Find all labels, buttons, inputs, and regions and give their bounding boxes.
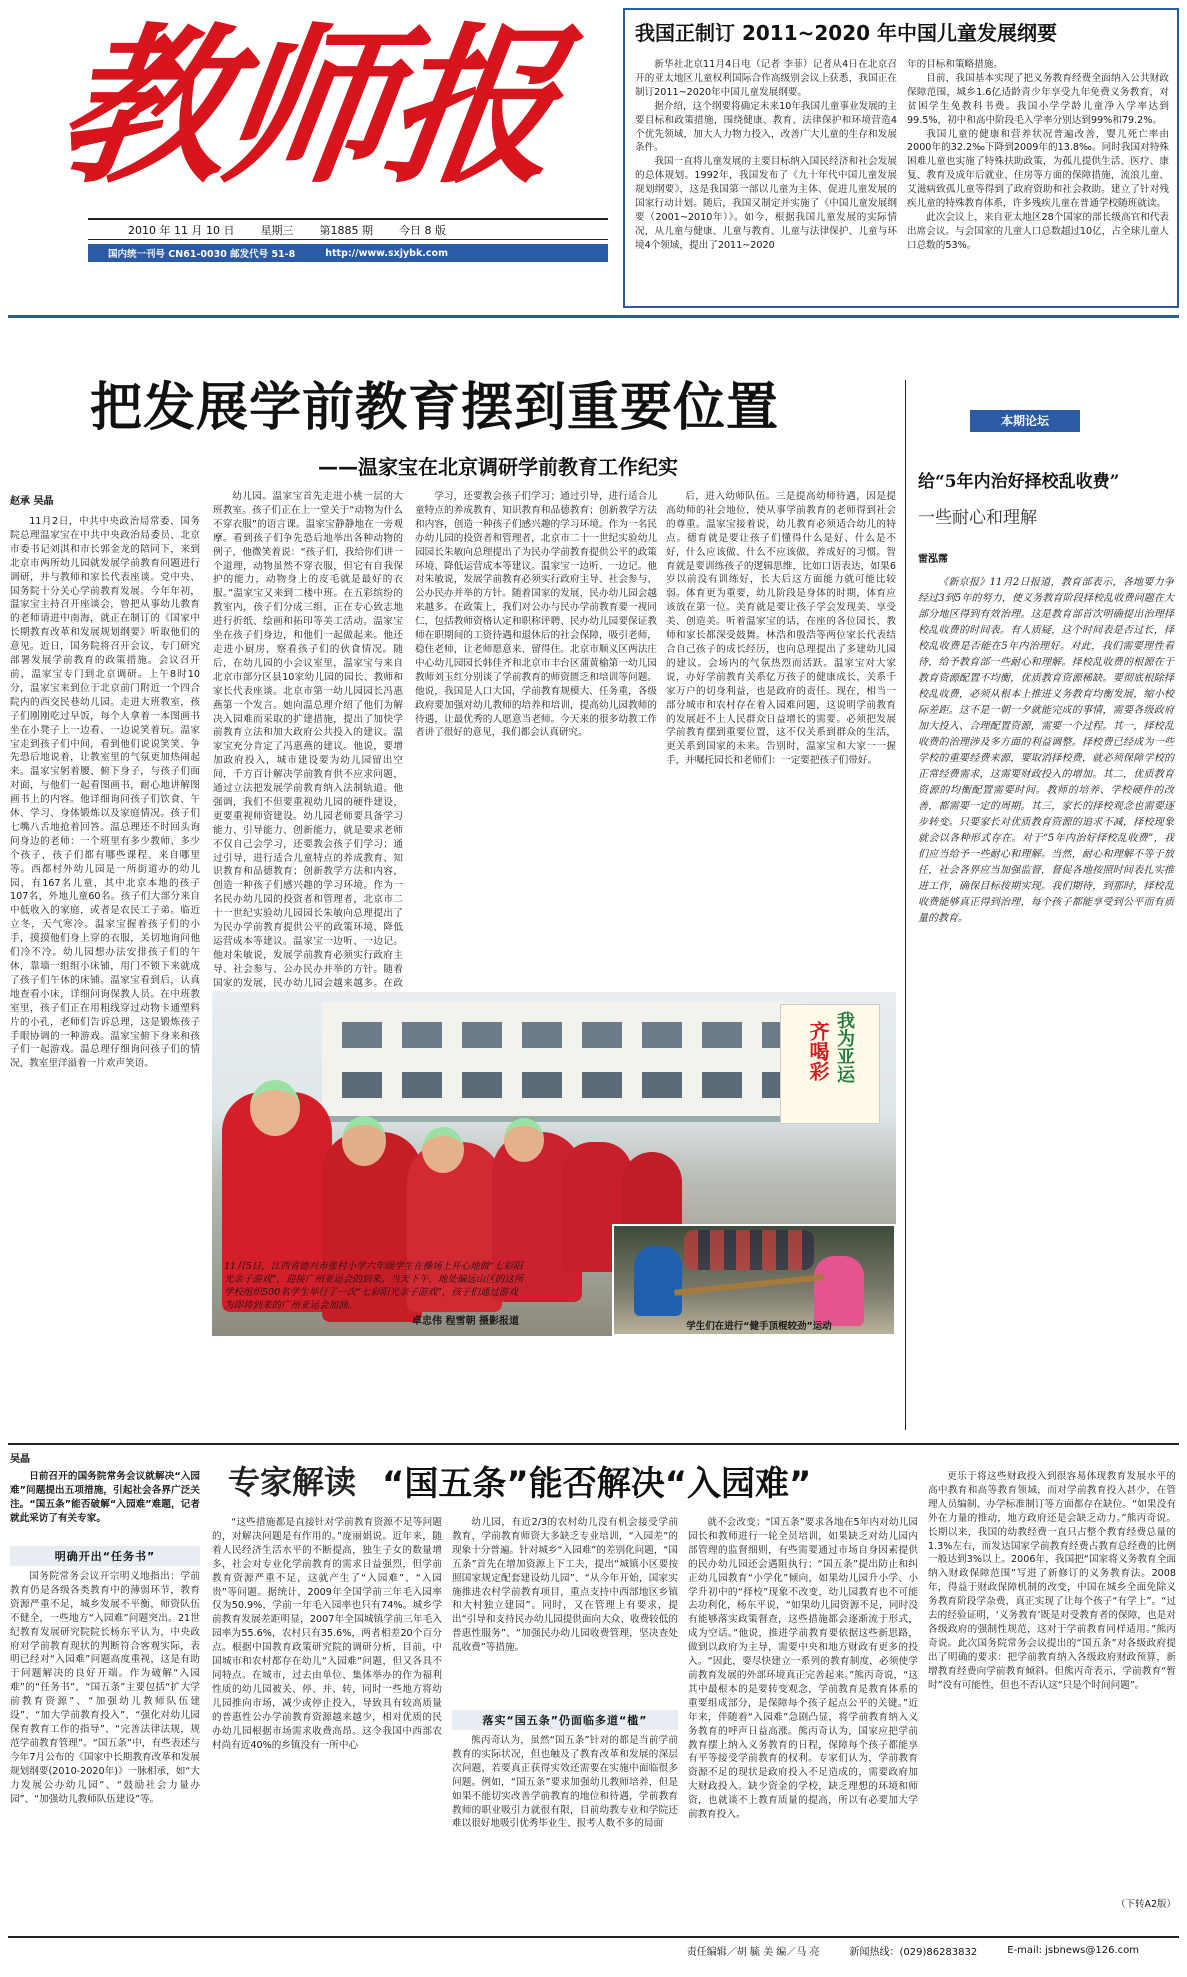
student-face: [504, 1118, 544, 1162]
footer-email[interactable]: E-mail: jsbnews@126.com: [1007, 1944, 1139, 1956]
masthead-info-bar: [88, 218, 608, 240]
footer-bar: [8, 1936, 1179, 1962]
second-col3-body: 熊丙奇认为，虽然“国五条”针对的都是当前学前教育的实际状况，但也触及了教育改革和发展的深层次问题，若要真正获得实效还需要在实施中面临很多问题。例如，“国五条”要求加强幼儿教师培养，但是如果不能切实改善学前教育的地位和待遇，学前教育教师的职业吸引力就很有限，目前幼教专业和学院还难以很好地吸引优秀毕业生、报考人数不多的局面: [452, 1735, 678, 1830]
cheer-sign-text-2: 齐喝彩: [806, 1021, 830, 1081]
second-headline-prefix: 专家解读: [228, 1463, 357, 1501]
main-col2: 幼儿园。温家宝首先走进小桃一层的大班教室。孩子们正在上一堂关于“动物为什么不穿衣服”的语言课。温家宝静静地在一旁观摩。看到孩子们争先恐后地举出各种动物的例子，他微笑着说：“孩子们，我给你们讲一个道理，动物虽然不穿衣服，但它有自我保护的能力，动物身上的皮毛就是最好的衣服。”温家宝又来到二楼中班。在五彩缤纷的教室内，孩子们分成三组，正在专心致志地进行折纸、绘画和拓印等美工活动。温家宝坐在孩子们身边，和他们一起做起来。他还走进小厨房，察看孩子们的伙食情况。随后，在幼儿园的小会议室里，温家宝与来自北京市部分区县10家幼儿园的园长、教师和家长代表座谈。北京市第一幼儿园园长冯惠燕第一个发言。她向温总理介绍了他们为解决入园难而采取的扩建措施，提出了加快学前教育立法和加大政府公共投入的建议。温家宝充分肯定了冯惠燕的建议。他说，要增加政府投入，城市建设要为幼儿园留出空间，千方百计解决学前教育供不应求问题，通过立法把发展学前教育纳入法制轨道。他强调，我们不但要重视幼儿园的硬件建设，更要重视师资建设。幼儿园老师要具备学习能力、引导能力、创新能力，就是要求老师不仅自己会学习，还要教会孩子们学习；通过引导，进行适合儿童特点的养成教育、知识教育和品德教育；创新教学方法和内容，创造一种孩子们感兴趣的学习环境。作为一名民办幼儿园的投资者和管理者，北京市二十一世纪实验幼儿园园长朱敏向总理提出了为民办学前教育提供公平的政策环境、降低运营成本等建议。温家宝一边听、一边记。他对朱敏说，发展学前教育必须实行政府主导、社会参与、公办民办并举的方针。随着国家的发展，民办幼儿园会越来越多。在政: [213, 491, 403, 989]
publisher-code: 国内统一刊号 CN61-0030 邮发代号 51-8: [108, 249, 296, 260]
inset-crowd: [684, 1230, 814, 1270]
second-col3-body: 幼儿园，有近2/3的农村幼儿没有机会接受学前教育，学前教育师资大多缺乏专业培训，“入园差”的现象十分普遍。针对城乡“入园难”的差别化问题，“国五条”首先在增加资源上下工夫，提出“城镇小区要按照国家规定配套建设幼儿园”、“从今年开始，国家实施推进农村学前教育项目，重点支持中西部地区乡镇和大村独立建园”。同时，又在管理上有要求，提出“引导和支持民办幼儿园提供面向大众、收费较低的普惠性服务”、“加强民办幼儿园收费管理，坚决查处乱收费”等措施。: [452, 1517, 678, 1654]
main-col1: 11月2日，中共中央政治局常委、国务院总理温家宝在中共中央政治局委员、北京市委书记刘淇和市长郭金龙的陪同下，来到北京市两所幼儿园就发展学前教育问题进行调研，并与教师和家长代表座谈。党中央、国务院十分关心学前教育发展。今年年初，温家宝主持召开座谈会，曾把从事幼儿教育的老师请进中南海，就正在制订的《国家中长期教育改革和发展规划纲要》听取他们的意见。近日，国务院将召开会议，专门研究部署发展学前教育的政策措施。会议召开前，温家宝专门到北京调研。上午8时10分，温家宝来到位于北京前门附近一个四合院内的西交民巷幼儿园。走进大班教室，孩子们刚刚吃过早饭，每个人拿着一本图画书坐在小凳子上一边看、一边说笑着玩。温家宝走到孩子们中间，看到他们说说笑笑、争先恐后地说着，让教室里的气氛更加热闹起来。温家宝躬着腰、俯下身子，与孩子们面对面，与他们一起看图画书，耐心地讲解图画书上的内容。他详细询问孩子们饮食、午休、学习、身体锻炼以及家庭情况。孩子们七嘴八舌地抢着回答。温总理还不时回头询问身边的老师：一个班里有多少教师、多少个孩子，孩子们都有哪些课程、来自哪里等。西都村外幼儿园是一所街道办的幼儿园，有167名儿童，其中北京本地的孩子107名，外地儿童60名。孩子们大部分来自中低收入的家庭，或者是农民工子弟。临近立冬，天气寒冷。温家宝握着孩子们的小手，摸摸他们身上穿的衣服，关切地询问他们冷不冷。幼儿园想办法安排孩子们的午休，靠墙一组组小床铺，用门不锁下来就成了孩子们午休的床铺。温家宝看到后，认真地查看小床，详细问询保教人员。在中班教室里，孩子们正在用粗线穿过动物卡通塑料片的小孔，老师们告诉总理，这是锻炼孩子手眼协调的一种游戏。温家宝俯下身来和孩子们一起游戏。温总理仔细询问孩子们的情况，教室里洋溢着一片欢声笑语。: [10, 516, 200, 1070]
second-lead: 日前召开的国务院常务会议就解决“入园难”问题提出五项措施，引起社会各界广泛关注。“国五条”能否破解“入园难”难题，记者就此采访了有关专家。: [10, 1471, 200, 1524]
inset-student: [634, 1246, 682, 1316]
sidebar-commentary: [910, 380, 1179, 1435]
website-link[interactable]: http://www.sxjybk.com: [325, 247, 448, 259]
masthead: [0, 0, 620, 278]
second-subhead: 落实“国五条”仍面临多道“槛”: [452, 1710, 678, 1730]
top-story: [623, 8, 1179, 308]
top-story-para: 我国一直将儿童发展的主要目标纳入国民经济和社会发展的总体规划。1992年，我国发布了《九十年代中国儿童发展规划纲要》，这是我国第一部以儿童为主体、促进儿童发展的国家行动计划。随后，我国又制定并实施了《中国儿童发展纲要（2001~2010年）》。如今，根据我国儿童发展的实际情况，从儿童与健康、儿童与教育、儿童与法律保护、儿童与环境4个领域，提出了2011~2020: [635, 156, 897, 251]
masthead-publisher-bar: [88, 244, 608, 262]
second-byline: 吴晶: [10, 1454, 30, 1465]
sidebar-subtitle: 一些耐心和理解: [918, 508, 1037, 528]
top-story-col1: [635, 58, 897, 304]
student-face: [250, 1080, 300, 1136]
issue-number: 第1885 期: [319, 223, 373, 237]
divider: [8, 315, 1179, 318]
top-story-para: 新华社北京11月4日电（记者 李菲）记者从4日在北京召开的亚太地区儿童权利国际合作高级别会议上获悉，我国正在制订2011~2020年中国儿童发展纲要。: [635, 59, 897, 98]
second-col2: “这些措施都是直接针对学前教育资源不足等问题的，对解决问题是有作用的。”庞丽娟说。近年来，随着人民经济生活水平的不断提高，独生子女的数量增多，社会对专业化学前教育的需求日益强烈，但学前教育资源严重不足，这就产生了“入园难”、“入园贵”等问题。据统计，2009年全国学前三年毛入园率仅为50.9%，学前一年毛入园率也只有74%。城乡学前教育发展差距明显，2007年全国城镇学前三年毛入园率为55.6%，农村只有35.6%，两者相差20个百分点。根据中国教育政策研究院的调研分析，目前，中国城市和农村都存在幼儿“入园难”问题，但又各具不同特点。在城市，过去由单位、集体举办的作为福利性质的幼儿园被关、停、并、转，同时一些地方将幼儿园推向市场，减少或停止投入，导致具有较高质量的普惠性公办学前教育资源越来越少，相对优质的民办幼儿园根据市场需求收费高昂。这令我国中西部农村尚有近40%的乡镇没有一所中心: [212, 1517, 442, 1751]
photo-credit: 卓忠伟 程雪朝 摄影报道: [412, 1316, 519, 1327]
school-windows: [342, 1072, 782, 1098]
footer-phone: 新闻热线：(029)86283832: [849, 1946, 978, 1958]
main-subheadline: ——温家宝在北京调研学前教育工作纪实: [318, 455, 678, 479]
student-face: [342, 1116, 386, 1166]
student-face: [422, 1127, 464, 1173]
inset-photo-caption: 学生们在进行“健手顶棍较劲”运动: [686, 1321, 832, 1332]
cheer-sign-text-1: 我为亚运: [834, 1011, 855, 1083]
top-story-para: 此次会议上，来自亚太地区28个国家的部长级高官和代表出席会议。与会国家的儿童人口总数超过10亿，占全球儿童人口总数的53%。: [907, 211, 1169, 251]
divider: [905, 380, 906, 1430]
issue-date: 2010 年 11 月 10 日: [128, 223, 235, 237]
masthead-title: 教师报: [46, 7, 567, 207]
photo-caption: 11月5日，江西省德兴市张村小学六年级学生在操场上开心地做“七彩阳光亲子游戏”，迎接广州亚运会的到来。当天下午，地处偏远山区的这所学校组织500名学生举行了一次“七彩阳光亲子游戏”，孩子们通过游戏为即将到来的广州亚运会加油。: [224, 1261, 524, 1311]
top-story-para: 我国儿童的健康和营养状况普遍改善，婴儿死亡率由2000年的32.2‰下降到2009年的13.8‰。同时我国对特殊困难儿童也实施了特殊扶助政策，为孤儿提供生活、医疗、康复、教育及成年后就业、住房等方面的保障措施，流浪儿童、艾滋病致孤儿童等得到了政府资助和社会救助。建立了针对残疾儿童的特殊教育体系，许多残疾儿童在普通学校随班就读。: [907, 128, 1169, 210]
sidebar-title: 给“5年内治好择校乱收费”: [918, 472, 1120, 492]
top-story-para: 据介绍，这个纲要将确定未来10年我国儿童事业发展的主要目标和政策措施，围绕健康、教育、法律保护和环境营造4个优先领域，加大人力物力投入，改善广大儿童的生存和发展条件。: [635, 100, 897, 154]
second-subhead: 明确开出“任务书”: [10, 1546, 200, 1566]
second-col3: [452, 1516, 678, 1910]
sidebar-label: 本期论坛: [970, 410, 1080, 432]
second-headline: [228, 1455, 948, 1505]
second-col1-body: 国务院常务会议开宗明义地指出：学前教育仍是各级各类教育中的薄弱环节，教育资源严重不足，城乡发展不平衡，师资队伍不健全，一些地方“入园难”问题突出。21世纪教育发展研究院院长杨东平认为，中央政府对学前教育现状的判断符合客观实际，表明已经对“入园难”问题高度重视，这是有助于问题解决的良好开端。作为破解“入园难”的“任务书”，“国五条”主要包括“扩大学前教育资源”、“加强幼儿教师队伍建设”、“加大学前教育投入”、“强化对幼儿园保育教育工作的指导”、“完善法律法规，规范学前教育管理”。“国五条”中，有些表述与今年7月公布的《国家中长期教育改革和发展规划纲要(2010-2020年)》一脉相承，如“大力发展公办幼儿园”、“鼓励社会力量办园”、“加强幼儿教师队伍建设”等。: [10, 1571, 200, 1805]
top-story-col2: [907, 58, 1169, 304]
main-photo: [212, 992, 896, 1336]
issue-weekday: 星期三: [260, 223, 294, 237]
sidebar-author: 雷泓霈: [918, 554, 948, 565]
jump-line[interactable]: （下转A2版）: [1115, 1899, 1176, 1910]
sidebar-body: 《新京报》11月2日报道，教育部表示，各地要力争经过3到5年的努力，使义务教育阶段择校乱收费问题在大部分地区得到有效治理。这是教育部首次明确提出治理择校乱收费的时间表。有人质疑，这个时间表是否过长，择校乱收费是否能在5年内治理好。对此，我们需要理性看待，给予教育部一些耐心和理解。择校乱收费的根源在于教育资源配置不均衡，优质教育资源稀缺。要彻底根除择校乱收费，必须从根本上推进义务教育均衡发展，缩小校际差距。这不是一朝一夕就能完成的事情，需要各级政府加大投入、合理配置资源，需要一个过程。其一，择校乱收费的治理涉及多方面的利益调整。择校费已经成为一些学校的重要经费来源，要取消择校费，就必须保障学校的正常经费需求，这需要财政投入的增加。其二，优质教育资源的均衡配置需要时间。教师的培养、学校硬件的改善，都需要一定的周期。其三，家长的择校观念也需要逐步转变。只要家长对优质教育资源的追求不减，择校现象就会以各种形式存在。对于“5年内治好择校乱收费”，我们应当给予一些耐心和理解。当然，耐心和理解不等于放任，社会各界应当加强监督，督促各地按照时间表扎实推进工作，确保目标按期实现。我们期待，到那时，择校乱收费能够真正得到治理，每个孩子都能享受到公平而有质量的教育。: [918, 577, 1174, 924]
school-building: [322, 1002, 802, 1122]
divider: [8, 1443, 1179, 1445]
inset-stick: [674, 1274, 824, 1296]
main-col3: 学习，还要教会孩子们学习；通过引导，进行适合儿童特点的养成教育、知识教育和品德教育；创新教学方法和内容，创造一种孩子们感兴趣的学习环境。作为一名民办幼儿园的投资者和管理者，北京市二十一世纪实验幼儿园园长朱敏向总理提出了为民办学前教育提供公平的政策环境、降低运营成本等建议。温家宝一边听、一边记。他对朱敏说，发展学前教育必须实行政府主导、社会参与、公办民办并举的方针。随着国家的发展，民办幼儿园会越来越多。在政策上，我们对公办与民办学前教育要一视同仁，包括教师资格认定和职称评聘、民办幼儿园要保证教师在职期间的工资待遇和退休后的社会保障，吸引老师，稳住老师，让老师愿意来、留得住。北京市顺义区两法庄中心幼儿园园长韩佳齐和北京市丰台区蒲黄榆第一幼儿园教师刘玉红分别谈了学前教育的师资匮乏和培训等问题。他说，我国是人口大国，学前教育规模大、任务重，各级政府要加强对幼儿教师的培养和培训，提高幼儿园教师的待遇，让最优秀的人愿意当老师。今天来的很多幼教工作者讲了很好的意见，我们都会认真研究。: [415, 491, 657, 739]
inset-student: [814, 1256, 864, 1326]
main-byline: 赵承 吴晶: [10, 496, 54, 507]
top-story-headline: 我国正制订 2011~2020 年中国儿童发展纲要: [635, 21, 1058, 45]
footer-editor: 责任编辑／胡 毓 美 编／马 亮: [686, 1946, 820, 1958]
cheer-sign: [780, 1004, 880, 1124]
issue-pages: 今日 8 版: [398, 223, 446, 237]
second-col1: [10, 1470, 200, 1910]
main-col4: 后，进入幼师队伍。三是提高幼师待遇，因是提高幼师的社会地位，使从事学前教育的老师得到社会的尊重。温家宝接着说，幼儿教育必须适合幼儿的特点。德育就是要让孩子们懂得什么是好、什么是不好，什么应该做、什么不应该做，养成好的习惯。智育就是要训练孩子的逻辑思维，比如口语表达，如果6岁以前没有训练好，长大后这方面能力就可能比较弱。体育更为重要，幼儿阶段是身体的时期，体育应该放在第一位。美育就是要让孩子学会发现美、享受美、创造美。听着温家宝的话，在座的各位园长、教师和家长都深受鼓舞。林浩和殷浩等两位家长代表结合自己孩子的成长经历，也向总理提出了多建幼儿园的建议。会场内的气氛热烈而活跃。温家宝对大家说，办好学前教育关系亿万孩子的健康成长，关系千家万户的切身利益，也是政府的责任。现在，相当一部分城市和农村存在着入园难问题，这说明学前教育的发展赶不上人民群众日益增长的需要。必须把发展学前教育摆到重要位置，这不仅关系到群众的生活，更关系到国家的未来。告别时，温家宝和大家一一握手，并嘱托园长和老师们：一定要把孩子们带好。: [666, 491, 896, 767]
main-headline: 把发展学前教育摆到重要位置: [90, 378, 780, 438]
second-headline-main: “国五条”能否解决“入园难”: [382, 1463, 812, 1504]
top-story-para: 目前，我国基本实现了把义务教育经费全面纳入公共财政保障范围，城乡1.6亿适龄青少年享受九年免费义务教育，对贫困学生免教科书费。我国小学学龄儿童净入学率达到99.5%，初中和高中阶段毛入学率分别达到99%和79.2%。: [907, 72, 1169, 126]
school-windows: [342, 1022, 782, 1048]
top-story-para: 年的目标和策略措施。: [907, 59, 1003, 70]
second-col4: 就不会改变；“国五条”要求各地在5年内对幼儿园园长和教师进行一轮全员培训，如果缺乏对幼儿园内部管理的监督细则，有些需要通过市场自身因素提供的民办幼儿园还会遇阻执行；“国五条”提出防止和纠正幼儿园教育“小学化”倾向，如果幼儿园升小学、小学升初中的“择校”现象不改变，幼儿园教育也不可能去功利化，杨东平说，“如果幼儿园资源不足，同时没有能够落实政策督查，这些措施都会逐渐流于形式，成为空话。”他说，推进学前教育要依据这些新思路，做到以政府为主导，需要中央和地方财政有更多的投入。“因此，要尽快建立一系列的教育制度，必须使学前教育发展的外部环境真正完善起来。”熊丙奇说，“这其中最根本的是要转变观念，学前教育是教育体系的重要组成部分，是保障每个孩子起点公平的关键。”近年来，伴随着“入园难”急剧凸显，将学前教育纳入义务教育的呼声日益高涨。熊丙奇认为，国家应把学前教育摆上纳入义务教育的日程，保障每个孩子都能享有平等接受学前教育的权利。专家们认为，学前教育资源不足的现状是政府投入不足造成的，需要政府加大财政投入。缺少资金的学校，缺乏理想的环境和师资，也就谈不上教育质量的提高，所以有必要加大学前教育投入。: [688, 1517, 918, 1821]
second-col5: 更乐于将这些财政投入到很容易体现教育发展水平的高中教育和高等教育领域，而对学前教育投入甚少，在管理人员编制、办学标准制订等方面都存在缺位。“如果没有外在力量的推动，地方政府还是会缺乏动力。”熊丙奇说。长期以来，我国的幼教经费一直只占整个教育经费总量的1.3%左右，而发达国家学前教育经费占教育总经费的比例一般达到3%以上。2006年，我国把“国家将义务教育全面纳入财政保障范围”写进了新修订的义务教育法。2008年，得益于财政保障机制的改变，中国在城乡全面免除义务教育阶段学杂费，真正实现了让每个孩子“有学上”。“过去的经验证明，‘义务教育’既是对受教育者的保障，也是对各级政府的强制性规范，这对于学前教育同样适用。”熊丙奇说。此次国务院常务会议提出的“国五条”对各级政府提出了明确的要求：把学前教育纳入各级政府财政预算，新增教育经费向学前教育倾斜。但熊丙奇表示，学前教育“暂时”没有可能性，但也不否认这“只是个时间问题”。: [928, 1471, 1176, 1691]
